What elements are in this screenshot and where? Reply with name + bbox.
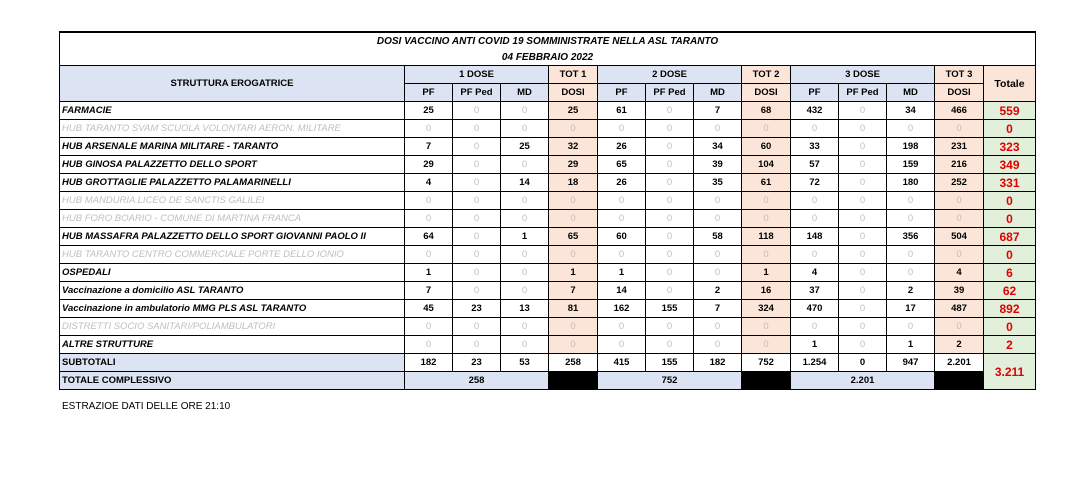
grand-total-cell: 3.211 (984, 354, 1036, 390)
row-total-cell: 687 (984, 228, 1036, 246)
value-cell: 0 (405, 192, 453, 210)
row-total-cell: 0 (984, 120, 1036, 138)
value-cell: 61 (598, 102, 646, 120)
table-row (60, 210, 1036, 228)
value-cell: 0 (887, 192, 935, 210)
subtotal-cell: 947 (887, 354, 935, 372)
value-cell: 0 (839, 318, 887, 336)
footer-note: ESTRAZIOE DATI DELLE ORE 21:10 (62, 401, 231, 412)
total-cell: 0 (935, 120, 984, 138)
value-cell: 14 (501, 174, 549, 192)
subtotal-cell: 182 (694, 354, 742, 372)
total-cell: 0 (549, 318, 598, 336)
value-cell: 1 (887, 336, 935, 354)
value-cell: 33 (791, 138, 839, 156)
value-cell: 7 (694, 102, 742, 120)
overall-dose1-cell: 258 (405, 372, 549, 390)
total-cell: 0 (549, 246, 598, 264)
row-total-cell: 0 (984, 318, 1036, 336)
value-cell: 0 (694, 246, 742, 264)
value-cell: 0 (453, 192, 501, 210)
header-tot3: TOT 3 (935, 66, 984, 84)
subtotal-cell: 182 (405, 354, 453, 372)
value-cell: 34 (694, 138, 742, 156)
value-cell: 23 (453, 300, 501, 318)
value-cell: 7 (405, 282, 453, 300)
value-cell: 0 (453, 138, 501, 156)
row-total-cell: 6 (984, 264, 1036, 282)
value-cell: 0 (405, 120, 453, 138)
overall-dose2-cell: 752 (598, 372, 742, 390)
total-cell: 0 (742, 210, 791, 228)
header-pfped: PF Ped (453, 84, 501, 102)
value-cell: 60 (598, 228, 646, 246)
value-cell: 25 (501, 138, 549, 156)
value-cell: 0 (791, 210, 839, 228)
value-cell: 0 (646, 336, 694, 354)
value-cell: 0 (646, 246, 694, 264)
value-cell: 148 (791, 228, 839, 246)
header-tot2: TOT 2 (742, 66, 791, 84)
value-cell: 0 (887, 120, 935, 138)
value-cell: 0 (839, 210, 887, 228)
blank-black-cell (742, 372, 791, 390)
value-cell: 0 (646, 264, 694, 282)
value-cell: 198 (887, 138, 935, 156)
blank-black-cell (935, 372, 984, 390)
value-cell: 0 (501, 336, 549, 354)
value-cell: 0 (646, 102, 694, 120)
table-row (60, 102, 1036, 120)
total-cell: 118 (742, 228, 791, 246)
row-label: HUB TARANTO SVAM SCUOLA VOLONTARI AERON. MILITARE (60, 120, 405, 138)
total-cell: 81 (549, 300, 598, 318)
value-cell: 0 (501, 192, 549, 210)
value-cell: 432 (791, 102, 839, 120)
row-label: Vaccinazione in ambulatorio MMG PLS ASL TARANTO (60, 300, 405, 318)
row-label: HUB TARANTO CENTRO COMMERCIALE PORTE DELLO IONIO (60, 246, 405, 264)
total-cell: 39 (935, 282, 984, 300)
subtotal-cell: 2.201 (935, 354, 984, 372)
value-cell: 29 (405, 156, 453, 174)
value-cell: 0 (887, 264, 935, 282)
total-cell: 68 (742, 102, 791, 120)
table-row (60, 192, 1036, 210)
value-cell: 0 (453, 174, 501, 192)
value-cell: 7 (694, 300, 742, 318)
value-cell: 0 (694, 318, 742, 336)
table-row (60, 246, 1036, 264)
subtotal-cell: 0 (839, 354, 887, 372)
value-cell: 0 (598, 192, 646, 210)
overall-dose3-cell: 2.201 (791, 372, 935, 390)
value-cell: 0 (839, 174, 887, 192)
subtotal-cell: 1.254 (791, 354, 839, 372)
value-cell: 0 (694, 210, 742, 228)
total-cell: 7 (549, 282, 598, 300)
value-cell: 7 (405, 138, 453, 156)
value-cell: 26 (598, 138, 646, 156)
value-cell: 0 (453, 102, 501, 120)
header-pf: PF (405, 84, 453, 102)
total-cell: 0 (549, 210, 598, 228)
row-total-cell: 331 (984, 174, 1036, 192)
total-cell: 0 (742, 336, 791, 354)
header-md: MD (501, 84, 549, 102)
header-pfped: PF Ped (646, 84, 694, 102)
header-dosi: DOSI (549, 84, 598, 102)
subtotal-cell: 258 (549, 354, 598, 372)
value-cell: 0 (694, 336, 742, 354)
blank-black-cell (549, 372, 598, 390)
value-cell: 0 (887, 246, 935, 264)
value-cell: 45 (405, 300, 453, 318)
row-total-cell: 0 (984, 246, 1036, 264)
vaccine-doses-table (59, 31, 1036, 390)
total-cell: 1 (742, 264, 791, 282)
header-pf: PF (598, 84, 646, 102)
value-cell: 0 (405, 246, 453, 264)
row-label: Vaccinazione a domicilio ASL TARANTO (60, 282, 405, 300)
total-cell: 231 (935, 138, 984, 156)
value-cell: 72 (791, 174, 839, 192)
header-pfped: PF Ped (839, 84, 887, 102)
subtotal-row (60, 354, 1036, 372)
header-dosi: DOSI (742, 84, 791, 102)
header-totale: Totale (984, 66, 1036, 102)
value-cell: 0 (501, 120, 549, 138)
value-cell: 0 (694, 120, 742, 138)
row-total-cell: 892 (984, 300, 1036, 318)
total-cell: 0 (549, 192, 598, 210)
row-total-cell: 323 (984, 138, 1036, 156)
value-cell: 0 (839, 228, 887, 246)
row-total-cell: 2 (984, 336, 1036, 354)
value-cell: 58 (694, 228, 742, 246)
total-cell: 4 (935, 264, 984, 282)
value-cell: 64 (405, 228, 453, 246)
value-cell: 1 (598, 264, 646, 282)
total-cell: 2 (935, 336, 984, 354)
value-cell: 0 (598, 120, 646, 138)
total-cell: 0 (549, 120, 598, 138)
table-title: DOSI VACCINO ANTI COVID 19 SOMMINISTRATE NELLA ASL TARANTO (60, 32, 1036, 49)
value-cell: 0 (791, 318, 839, 336)
total-cell: 0 (742, 318, 791, 336)
value-cell: 0 (453, 210, 501, 228)
value-cell: 4 (405, 174, 453, 192)
row-total-cell: 559 (984, 102, 1036, 120)
total-cell: 0 (742, 192, 791, 210)
subtotal-label: SUBTOTALI (60, 354, 405, 372)
total-cell: 16 (742, 282, 791, 300)
value-cell: 0 (598, 318, 646, 336)
value-cell: 0 (791, 246, 839, 264)
value-cell: 57 (791, 156, 839, 174)
value-cell: 1 (791, 336, 839, 354)
row-total-cell: 349 (984, 156, 1036, 174)
row-total-cell: 0 (984, 210, 1036, 228)
value-cell: 0 (646, 192, 694, 210)
value-cell: 0 (791, 120, 839, 138)
value-cell: 0 (839, 282, 887, 300)
value-cell: 2 (887, 282, 935, 300)
header-md: MD (694, 84, 742, 102)
value-cell: 0 (646, 228, 694, 246)
value-cell: 0 (839, 336, 887, 354)
subtotal-cell: 53 (501, 354, 549, 372)
value-cell: 0 (405, 336, 453, 354)
header-dose1: 1 DOSE (405, 66, 549, 84)
value-cell: 0 (598, 336, 646, 354)
value-cell: 0 (839, 120, 887, 138)
row-label: HUB GROTTAGLIE PALAZZETTO PALAMARINELLI (60, 174, 405, 192)
row-label: ALTRE STRUTTURE (60, 336, 405, 354)
value-cell: 162 (598, 300, 646, 318)
value-cell: 0 (646, 318, 694, 336)
value-cell: 34 (887, 102, 935, 120)
total-cell: 216 (935, 156, 984, 174)
value-cell: 0 (839, 192, 887, 210)
total-cell: 0 (935, 318, 984, 336)
row-total-cell: 0 (984, 192, 1036, 210)
subtotal-cell: 752 (742, 354, 791, 372)
table-row (60, 156, 1036, 174)
value-cell: 356 (887, 228, 935, 246)
table-date: 04 FEBBRAIO 2022 (60, 49, 1036, 66)
value-cell: 0 (646, 138, 694, 156)
table-row (60, 228, 1036, 246)
value-cell: 0 (453, 246, 501, 264)
value-cell: 0 (887, 210, 935, 228)
row-label: DISTRETTI SOCIO SANITARI/POLIAMBULATORI (60, 318, 405, 336)
header-struttura: STRUTTURA EROGATRICE (60, 66, 405, 102)
value-cell: 0 (839, 102, 887, 120)
table-row (60, 138, 1036, 156)
value-cell: 14 (598, 282, 646, 300)
subtotal-cell: 415 (598, 354, 646, 372)
value-cell: 0 (453, 228, 501, 246)
value-cell: 0 (887, 318, 935, 336)
value-cell: 0 (453, 318, 501, 336)
total-cell: 0 (935, 246, 984, 264)
total-cell: 0 (742, 246, 791, 264)
row-label: HUB FORO BOARIO - COMUNE DI MARTINA FRANCA (60, 210, 405, 228)
value-cell: 0 (839, 138, 887, 156)
row-label: HUB ARSENALE MARINA MILITARE - TARANTO (60, 138, 405, 156)
total-cell: 0 (742, 120, 791, 138)
total-cell: 18 (549, 174, 598, 192)
header-md: MD (887, 84, 935, 102)
value-cell: 0 (694, 264, 742, 282)
value-cell: 0 (646, 156, 694, 174)
total-cell: 0 (935, 210, 984, 228)
value-cell: 26 (598, 174, 646, 192)
header-tot1: TOT 1 (549, 66, 598, 84)
value-cell: 0 (501, 318, 549, 336)
value-cell: 25 (405, 102, 453, 120)
total-cell: 1 (549, 264, 598, 282)
value-cell: 37 (791, 282, 839, 300)
value-cell: 0 (405, 210, 453, 228)
total-cell: 324 (742, 300, 791, 318)
table-row (60, 336, 1036, 354)
value-cell: 0 (453, 264, 501, 282)
table-row (60, 300, 1036, 318)
header-pf: PF (791, 84, 839, 102)
value-cell: 470 (791, 300, 839, 318)
value-cell: 0 (598, 210, 646, 228)
subtotal-cell: 23 (453, 354, 501, 372)
value-cell: 0 (694, 192, 742, 210)
table-row (60, 264, 1036, 282)
value-cell: 180 (887, 174, 935, 192)
table-row (60, 174, 1036, 192)
total-cell: 32 (549, 138, 598, 156)
row-label: HUB MASSAFRA PALAZZETTO DELLO SPORT GIOVANNI PAOLO II (60, 228, 405, 246)
value-cell: 159 (887, 156, 935, 174)
value-cell: 0 (501, 282, 549, 300)
overall-total-label: TOTALE COMPLESSIVO (60, 372, 405, 390)
value-cell: 0 (791, 192, 839, 210)
value-cell: 13 (501, 300, 549, 318)
table-row (60, 282, 1036, 300)
value-cell: 0 (405, 318, 453, 336)
value-cell: 155 (646, 300, 694, 318)
header-dose2: 2 DOSE (598, 66, 742, 84)
value-cell: 1 (501, 228, 549, 246)
total-cell: 0 (549, 336, 598, 354)
total-cell: 104 (742, 156, 791, 174)
value-cell: 0 (453, 282, 501, 300)
value-cell: 0 (453, 120, 501, 138)
total-cell: 466 (935, 102, 984, 120)
total-cell: 504 (935, 228, 984, 246)
row-label: FARMACIE (60, 102, 405, 120)
value-cell: 0 (501, 264, 549, 282)
value-cell: 1 (405, 264, 453, 282)
value-cell: 0 (501, 156, 549, 174)
value-cell: 17 (887, 300, 935, 318)
header-dose3: 3 DOSE (791, 66, 935, 84)
value-cell: 0 (646, 210, 694, 228)
value-cell: 0 (453, 156, 501, 174)
value-cell: 0 (646, 174, 694, 192)
total-cell: 252 (935, 174, 984, 192)
value-cell: 39 (694, 156, 742, 174)
row-label: HUB GINOSA PALAZZETTO DELLO SPORT (60, 156, 405, 174)
value-cell: 0 (453, 336, 501, 354)
value-cell: 0 (646, 282, 694, 300)
value-cell: 0 (839, 300, 887, 318)
total-cell: 25 (549, 102, 598, 120)
value-cell: 0 (598, 246, 646, 264)
value-cell: 0 (839, 264, 887, 282)
header-dosi: DOSI (935, 84, 984, 102)
value-cell: 0 (501, 210, 549, 228)
value-cell: 0 (501, 102, 549, 120)
row-total-cell: 62 (984, 282, 1036, 300)
value-cell: 0 (501, 246, 549, 264)
table-row (60, 318, 1036, 336)
value-cell: 0 (646, 120, 694, 138)
value-cell: 0 (839, 246, 887, 264)
row-label: HUB MANDURIA LICEO DE SANCTIS GALILEI (60, 192, 405, 210)
total-cell: 29 (549, 156, 598, 174)
value-cell: 2 (694, 282, 742, 300)
overall-total-row (60, 372, 1036, 390)
subtotal-cell: 155 (646, 354, 694, 372)
row-label: OSPEDALI (60, 264, 405, 282)
value-cell: 65 (598, 156, 646, 174)
value-cell: 4 (791, 264, 839, 282)
total-cell: 60 (742, 138, 791, 156)
value-cell: 35 (694, 174, 742, 192)
total-cell: 61 (742, 174, 791, 192)
table-row (60, 120, 1036, 138)
total-cell: 487 (935, 300, 984, 318)
total-cell: 65 (549, 228, 598, 246)
value-cell: 0 (839, 156, 887, 174)
total-cell: 0 (935, 192, 984, 210)
